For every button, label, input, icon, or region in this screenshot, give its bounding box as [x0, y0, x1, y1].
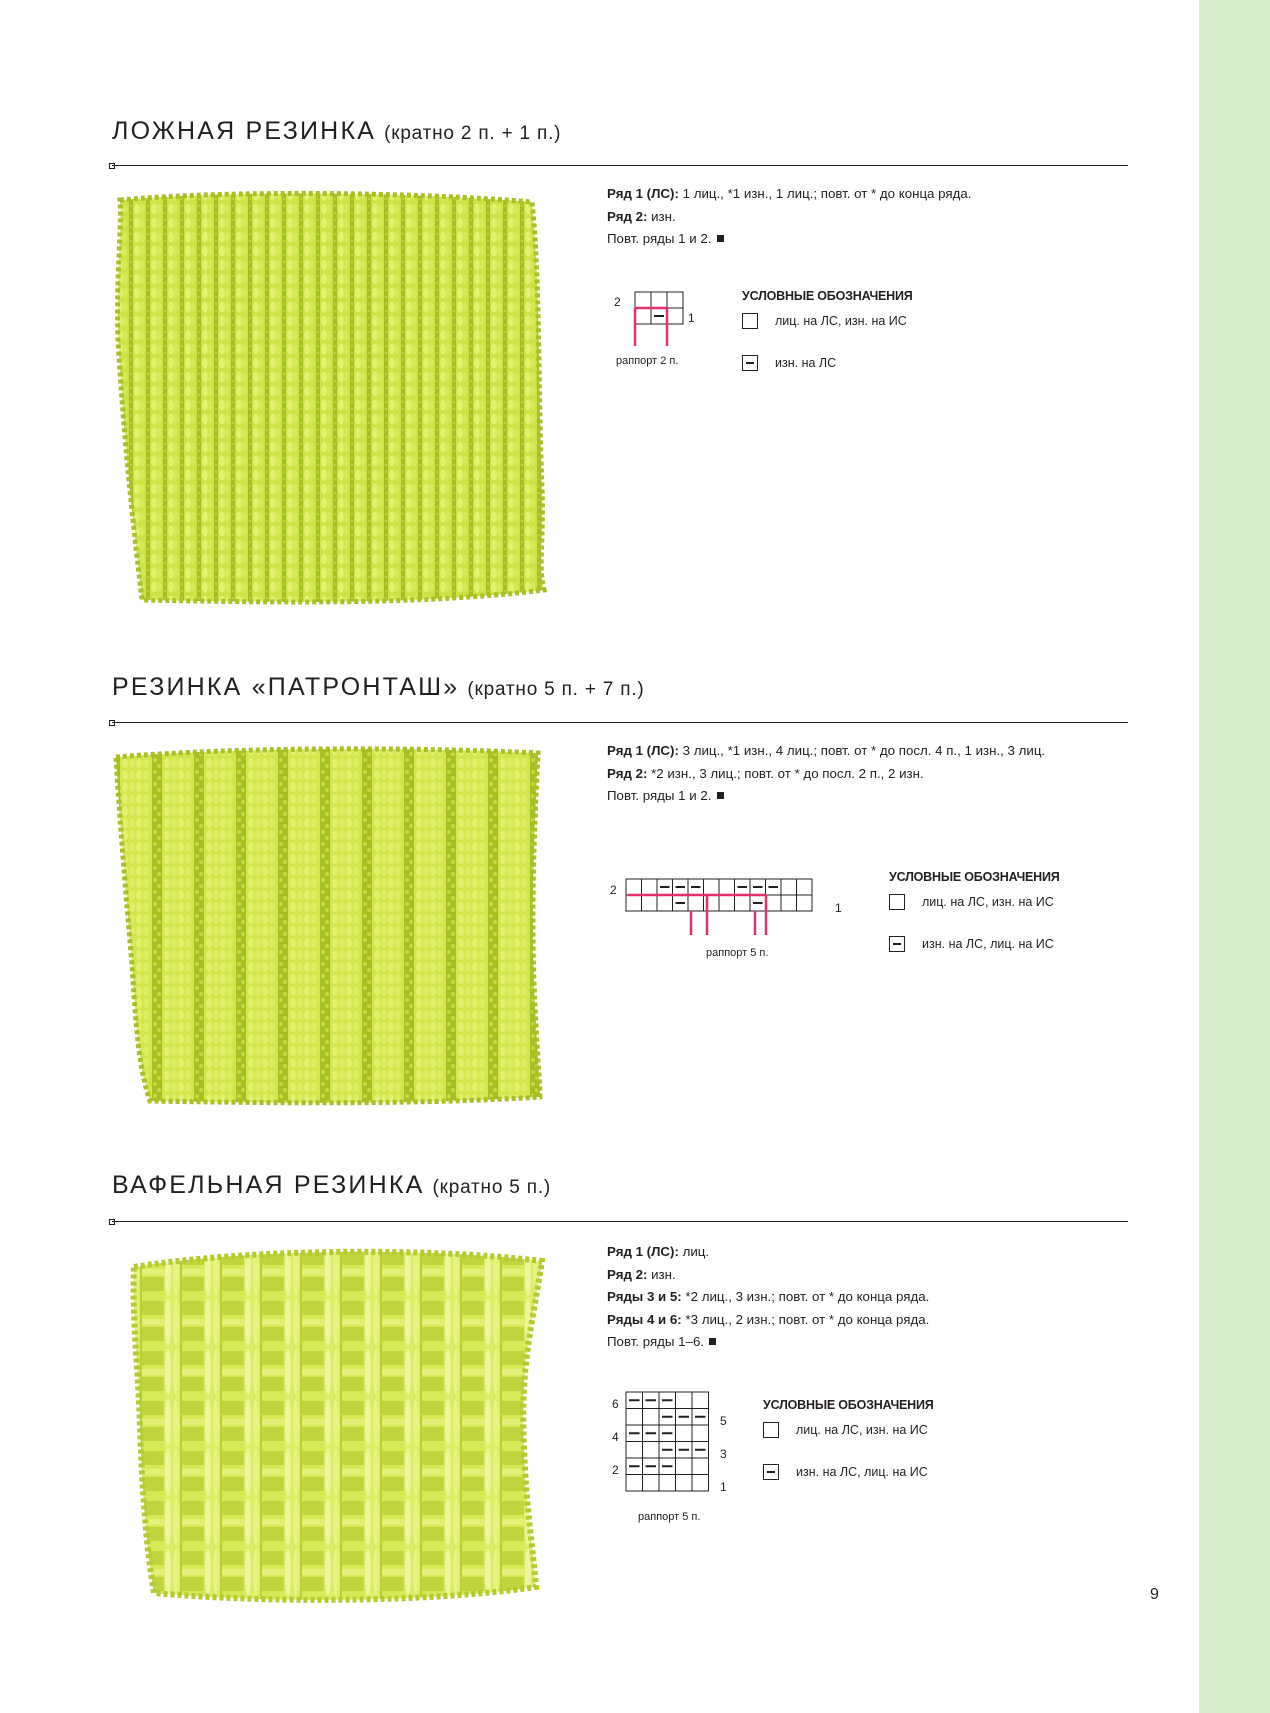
section-rule [112, 165, 1128, 166]
chart-cell [676, 1425, 693, 1442]
chart-cell [626, 1409, 643, 1426]
instructions-block [607, 740, 1127, 808]
chart-cell [657, 895, 673, 911]
chart-cell [704, 879, 720, 895]
instruction-row-4-6 [607, 1309, 1127, 1332]
side-color-band [1199, 0, 1270, 1713]
legend-text: изн. на ЛС, лиц. на ИС [922, 937, 1054, 951]
repeat-label: раппорт 2 п. [616, 355, 679, 367]
chart-cell [626, 1475, 643, 1492]
rule-dot [109, 163, 115, 169]
chart-cell [781, 895, 797, 911]
row-text: лиц. [678, 1244, 710, 1259]
row-number-right: 1 [720, 1480, 727, 1494]
chart-cell [676, 1475, 693, 1492]
section-rule [112, 1221, 1128, 1222]
section-multiple-note: (кратно 5 п. + 7 п.) [467, 679, 645, 700]
instruction-row-1 [607, 1241, 1127, 1264]
legend [889, 870, 1060, 968]
chart-cell [719, 895, 735, 911]
instruction-row-2 [607, 763, 1127, 786]
chart-cell [659, 1475, 676, 1492]
chart-cell [719, 879, 735, 895]
chart-cell [688, 895, 704, 911]
row-number-right: 5 [720, 1414, 727, 1428]
repeat-text: Повт. ряды 1 и 2. [607, 788, 712, 803]
empty-square-icon [742, 313, 758, 329]
row-label: Ряд 2: [607, 765, 648, 781]
row-label: Ряд 1 (ЛС): [607, 1244, 679, 1259]
section-title-text: ВАФЕЛЬНАЯ РЕЗИНКА [112, 1171, 425, 1199]
section-multiple-note: (кратно 5 п.) [432, 1177, 552, 1198]
instructions-block [607, 183, 1127, 251]
chart-cell [643, 1409, 660, 1426]
repeat-label: раппорт 5 п. [638, 1511, 701, 1523]
chart-cell [626, 895, 642, 911]
stitch-chart [600, 285, 720, 375]
legend-text: изн. на ЛС [775, 356, 837, 370]
chart-cell [797, 879, 813, 895]
legend-text: лиц. на ЛС, изн. на ИС [922, 895, 1054, 909]
end-square-icon [717, 235, 724, 242]
dash-square-icon [763, 1464, 779, 1480]
legend-item [742, 355, 913, 387]
row-label: Ряды 3 и 5: [607, 1289, 682, 1304]
instruction-row-2 [607, 1264, 1127, 1287]
legend-text: лиц. на ЛС, изн. на ИС [775, 314, 907, 328]
chart-cell [692, 1475, 709, 1492]
section-title-text: РЕЗИНКА «ПАТРОНТАШ» [112, 673, 460, 701]
chart-cell [643, 1442, 660, 1459]
row-number-left: 6 [612, 1397, 619, 1411]
row-label: Ряд 1 (ЛС): [607, 743, 679, 758]
dash-square-icon [742, 355, 758, 371]
repeat-text: Повт. ряды 1 и 2. [607, 231, 712, 246]
legend-item [742, 313, 913, 345]
stitch-chart [600, 1390, 740, 1526]
row-number-right: 3 [720, 1447, 727, 1461]
empty-square-icon [889, 894, 905, 910]
section-rule [112, 722, 1128, 723]
row-text: изн. [647, 208, 676, 224]
instruction-repeat [607, 785, 1127, 808]
knitted-swatch-image [124, 1247, 549, 1607]
legend [763, 1398, 934, 1496]
rule-dot [109, 720, 115, 726]
legend-text: лиц. на ЛС, изн. на ИС [796, 1423, 928, 1437]
row-text: 3 лиц., *1 изн., 4 лиц.; повт. от * до посл. 4 п., 1 изн., 3 лиц. [678, 743, 1046, 758]
instruction-row-1 [607, 183, 1127, 206]
row-text: изн. [647, 1266, 676, 1282]
chart-cell [692, 1392, 709, 1409]
chart-cell [626, 879, 642, 895]
row-label: Ряды 4 и 6: [607, 1311, 682, 1327]
section-title [112, 673, 645, 702]
dash-square-icon [889, 936, 905, 952]
chart-cell [642, 895, 658, 911]
chart-cell [797, 895, 813, 911]
chart-cell [626, 1442, 643, 1459]
row-label: Ряд 2: [607, 1266, 648, 1282]
end-square-icon [717, 792, 724, 799]
legend-title: УСЛОВНЫЕ ОБОЗНАЧЕНИЯ [889, 870, 1060, 884]
chart-cell [735, 895, 751, 911]
chart-cell [766, 895, 782, 911]
chart-cell [643, 1475, 660, 1492]
page-number: 9 [1150, 1586, 1159, 1603]
section-multiple-note: (кратно 2 п. + 1 п.) [384, 123, 562, 144]
stitch-chart [600, 872, 860, 972]
instruction-row-3-5 [607, 1286, 1127, 1309]
row-text: *3 лиц., 2 изн.; повт. от * до конца ряда. [681, 1311, 930, 1327]
legend-item [763, 1464, 934, 1496]
row-number-right: 1 [688, 311, 695, 325]
legend-title: УСЛОВНЫЕ ОБОЗНАЧЕНИЯ [763, 1398, 934, 1412]
row-number-left: 2 [614, 295, 621, 309]
instruction-repeat [607, 228, 1127, 251]
chart-cell [692, 1458, 709, 1475]
rule-dot [109, 1219, 115, 1225]
chart-cell [781, 879, 797, 895]
legend-item [889, 936, 1060, 968]
knitted-swatch-image [112, 188, 552, 608]
row-text: 1 лиц., *1 изн., 1 лиц.; повт. от * до конца ряда. [678, 186, 972, 201]
row-number-left: 4 [612, 1430, 619, 1444]
section-title [112, 117, 561, 146]
chart-cell [676, 1458, 693, 1475]
row-label: Ряд 2: [607, 208, 648, 224]
row-number-right: 1 [835, 901, 842, 915]
row-number-left: 2 [612, 1463, 619, 1477]
section-title [112, 1171, 551, 1200]
empty-square-icon [763, 1422, 779, 1438]
legend-item [889, 894, 1060, 926]
row-label: Ряд 1 (ЛС): [607, 186, 679, 201]
legend-title: УСЛОВНЫЕ ОБОЗНАЧЕНИЯ [742, 289, 913, 303]
chart-cell [692, 1425, 709, 1442]
instructions-block [607, 1241, 1127, 1354]
repeat-label: раппорт 5 п. [706, 947, 769, 959]
row-text: *2 лиц., 3 изн.; повт. от * до конца ряда. [681, 1289, 930, 1304]
legend [742, 289, 913, 387]
chart-cell [676, 1392, 693, 1409]
knitted-swatch-image [110, 745, 550, 1110]
legend-text: изн. на ЛС, лиц. на ИС [796, 1465, 928, 1479]
instruction-row-1 [607, 740, 1127, 763]
chart-grid [626, 1392, 709, 1491]
instruction-repeat [607, 1331, 1127, 1354]
end-square-icon [709, 1338, 716, 1345]
section-title-text: ЛОЖНАЯ РЕЗИНКА [112, 117, 377, 145]
repeat-text: Повт. ряды 1–6. [607, 1334, 705, 1349]
chart-cell [642, 879, 658, 895]
legend-item [763, 1422, 934, 1454]
instruction-row-2 [607, 206, 1127, 229]
row-number-left: 2 [610, 883, 617, 897]
row-text: *2 изн., 3 лиц.; повт. от * до посл. 2 п., 2 изн. [647, 765, 924, 781]
